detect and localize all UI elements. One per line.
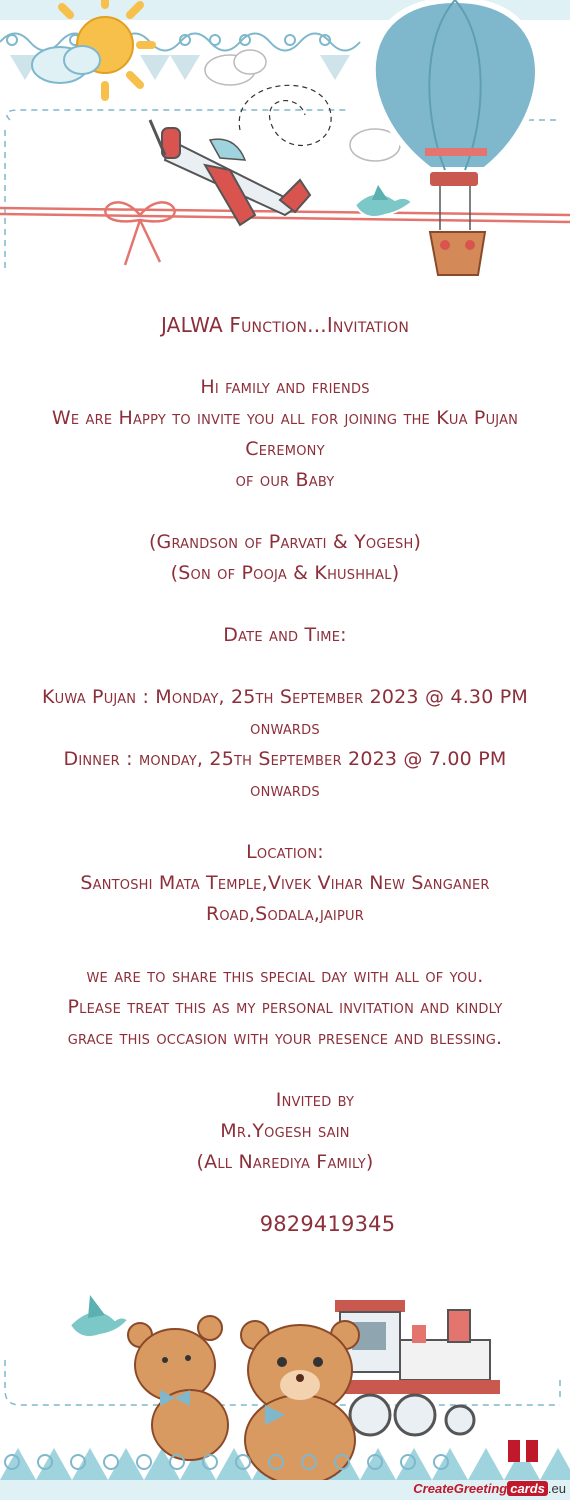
message-line-3: grace this occasion with your presence and blessing.	[67, 1027, 503, 1049]
greeting: Hi family and friends	[200, 376, 370, 398]
flight-path	[239, 85, 331, 145]
bottom-illustration	[0, 1280, 570, 1500]
hot-air-balloon-icon	[373, 0, 538, 275]
host-family: (All Narediya Family)	[196, 1151, 374, 1173]
host-name: Mr.Yogesh sain	[220, 1120, 350, 1142]
location-line-1: Santoshi Mata Temple,Vivek Vihar New Sanganer	[80, 872, 490, 894]
kuwa-pujan-line-1: Kuwa Pujan : Monday, 25th September 2023 @ 4.30 PM	[41, 686, 528, 708]
brand-name: CreateGreeting	[413, 1481, 508, 1496]
intro-line-1: We are Happy to invite you all for joining the Kua Pujan	[51, 407, 519, 429]
location-heading: Location:	[246, 841, 324, 863]
intro-line-3: of our Baby	[235, 469, 335, 491]
datetime-heading: Date and Time:	[223, 624, 347, 646]
location-line-2: Road,Sodala,jaipur	[206, 903, 364, 925]
message-line-1: we are to share this special day with all of you.	[86, 965, 484, 987]
phone-number: 9829419345	[259, 1212, 396, 1236]
invited-by: Invited by	[275, 1089, 355, 1111]
dinner-line-2: onwards	[250, 779, 320, 801]
gift-icon	[508, 1440, 538, 1462]
dinner-line-1: Dinner : monday, 25th September 2023 @ 7.00 PM	[63, 748, 507, 770]
invitation-text	[0, 300, 570, 1240]
intro-line-2: Ceremony	[245, 438, 325, 460]
teddy-bear-icon	[241, 1321, 359, 1485]
cloud-icon	[32, 46, 100, 83]
grandson-of: (Grandson of Parvati & Yogesh)	[148, 531, 422, 553]
train-icon	[330, 1300, 500, 1435]
son-of: (Son of Pooja & Khushhal)	[170, 562, 400, 584]
brand-watermark[interactable]	[413, 1481, 566, 1496]
brand-cards: cards	[507, 1481, 548, 1496]
message-line-2: Please treat this as my personal invitation and kindly	[67, 996, 503, 1018]
invitation-title: JALWA Function...Invitation	[160, 313, 410, 337]
bird-icon	[70, 1295, 128, 1337]
teddy-bear-icon	[128, 1316, 228, 1460]
kuwa-pujan-line-2: onwards	[250, 717, 320, 739]
brand-domain: .eu	[547, 1481, 566, 1496]
top-illustration	[0, 0, 570, 300]
